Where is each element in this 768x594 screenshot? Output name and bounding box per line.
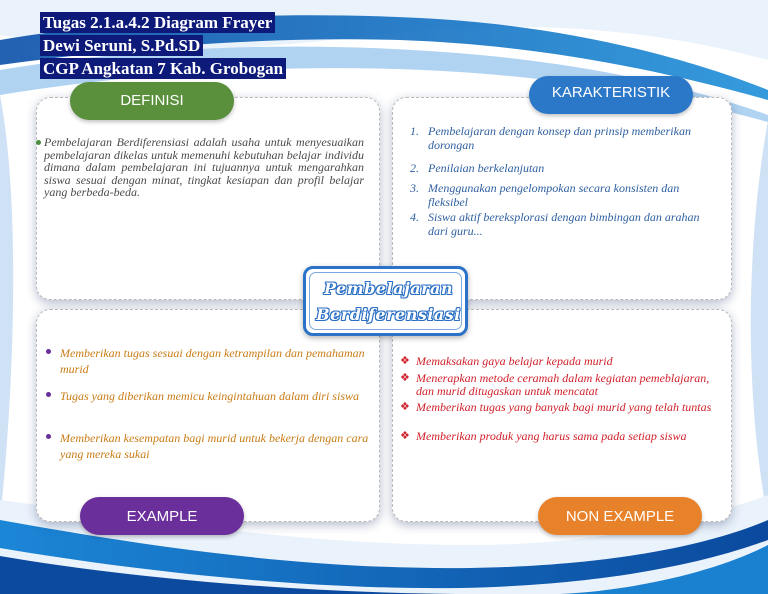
definisi-label: DEFINISI bbox=[70, 82, 234, 120]
list-item bbox=[410, 210, 718, 238]
dot-icon bbox=[46, 349, 51, 354]
list-item bbox=[410, 161, 718, 176]
list-item bbox=[400, 371, 716, 398]
center-concept bbox=[303, 266, 468, 336]
karakteristik-label: KARAKTERISTIK bbox=[529, 76, 693, 114]
title-line-2: Dewi Seruni, S.Pd.SD bbox=[40, 35, 203, 56]
example-item-text: Memberikan tugas sesuai dengan ketrampilan dan pemahaman murid bbox=[60, 346, 365, 376]
title-line-1: Tugas 2.1.a.4.2 Diagram Frayer bbox=[40, 12, 275, 33]
non-example-item-text: Memberikan tugas yang banyak bagi murid yang telah tuntas bbox=[416, 400, 712, 414]
non-example-item-text: Memberikan produk yang harus sama pada setiap siswa bbox=[416, 429, 687, 443]
center-title-line-2: Berdiferensiasi bbox=[316, 305, 461, 324]
dot-icon bbox=[46, 434, 51, 439]
dot-icon bbox=[46, 392, 51, 397]
center-title-line-1: Pembelajaran bbox=[323, 279, 454, 298]
non-example-panel bbox=[392, 309, 732, 522]
list-item bbox=[400, 354, 716, 368]
diamond-icon: ❖ bbox=[400, 372, 410, 384]
item-text: Penilaian berkelanjutan bbox=[428, 161, 545, 175]
diamond-icon: ❖ bbox=[400, 430, 410, 442]
non-example-item-text: Menerapkan metode ceramah dalam kegiatan pemeblajaran, dan murid ditugaskan untuk mencatat bbox=[416, 371, 710, 398]
diamond-icon: ❖ bbox=[400, 401, 410, 413]
dot-icon bbox=[36, 140, 41, 145]
item-text: Siswa aktif bereksplorasi dengan bimbingan dan arahan dari guru... bbox=[428, 210, 700, 238]
item-number: 1. bbox=[410, 124, 419, 138]
item-text: Menggunakan pengelompokan secara konsisten dan fleksibel bbox=[428, 181, 680, 209]
item-number: 2. bbox=[410, 161, 419, 175]
example-item-text: Tugas yang diberikan memicu keingintahuan dalam diri siswa bbox=[60, 389, 359, 403]
item-text: Pembelajaran dengan konsep dan prinsip memberikan dorongan bbox=[428, 124, 691, 152]
example-item-text: Memberikan kesempatan bagi murid untuk bekerja dengan cara yang mereka sukai bbox=[60, 431, 369, 461]
title-line-3: CGP Angkatan 7 Kab. Grobogan bbox=[40, 58, 286, 79]
example-panel bbox=[36, 309, 380, 522]
item-number: 4. bbox=[410, 210, 419, 224]
list-item bbox=[410, 181, 718, 209]
list-item bbox=[410, 124, 718, 152]
list-item bbox=[400, 429, 716, 443]
definisi-text: Pembelajaran Berdiferensiasi adalah usaha untuk menyesuaikan pembelajaran dikelas untuk memenuhi kebutuhan belajar individu dimana dalam pembelajaran ini tujuannya untuk mengarahkan siswa sesuai dengan minat, tingkat kesiapan dan profil belajar yang berbeda-beda. bbox=[44, 135, 364, 199]
non-example-label: NON EXAMPLE bbox=[538, 497, 702, 535]
list-item bbox=[400, 400, 716, 414]
diamond-icon: ❖ bbox=[400, 355, 410, 367]
item-number: 3. bbox=[410, 181, 419, 195]
example-label: EXAMPLE bbox=[80, 497, 244, 535]
non-example-item-text: Memaksakan gaya belajar kepada murid bbox=[416, 354, 613, 368]
